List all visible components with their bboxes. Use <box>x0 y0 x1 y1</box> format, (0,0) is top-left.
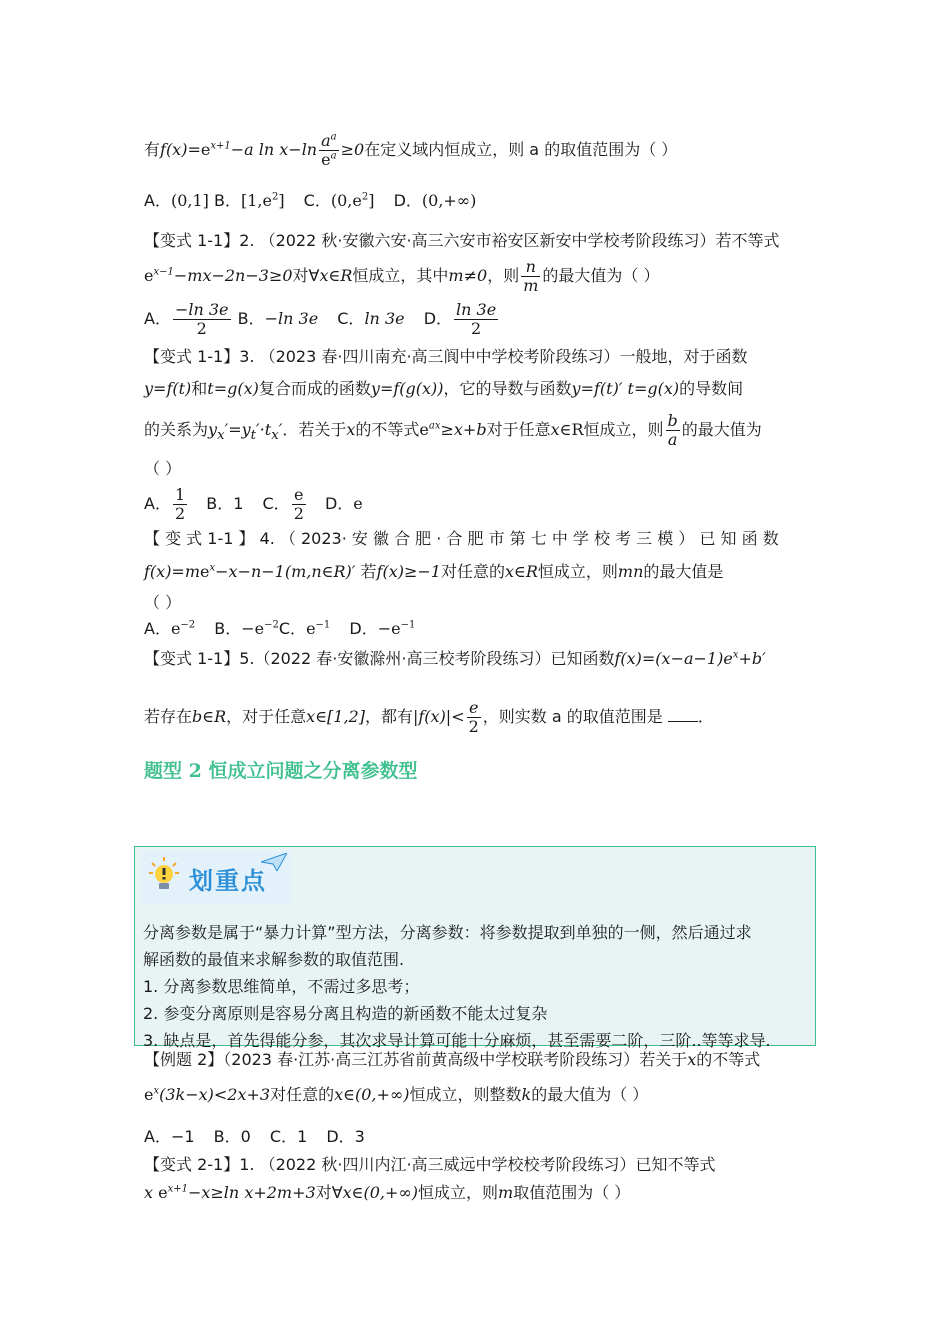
lightbulb-icon <box>149 857 179 893</box>
question-5-header: 【变式 1-1】5.（2022 春·安徽滁州·高三校考阶段练习）已知函数$f(x)=(x-a-1)e^x+b'$ <box>144 649 766 668</box>
question-3-options: A． $\frac{1}{2}$ B．1 C． $\frac{e}{2}$ D．e <box>144 485 363 523</box>
example-2-stem: $e^x(3k-x)<2x+3$对任意的x∈(0,+∞)恒成立，则整数k的最大值为（ ） <box>144 1085 649 1104</box>
question-2-options: A． $\frac{-\ln 3e}{2}$ B．−ln 3e C．ln 3e D． $\frac{\ln 3e}{2}$ <box>144 300 497 338</box>
question-2-header: 【变式 1-1】2. （2022 秋·安徽六安·高三六安市裕安区新安中学校考阶段练习）若不等式 <box>144 231 780 250</box>
question-4-paren: （ ） <box>144 593 182 612</box>
example-2-header: 【例题 2】（2023 春·江苏·高三江苏省前黄高级中学校联考阶段练习）若关于x的不等式 <box>144 1050 761 1069</box>
question-3-line2: y=f(t)和t=g(x)复合而成的函数y=f(g(x))，它的导数与函数y=f(t)′ t=g(x)的导数间 <box>144 379 744 398</box>
example-2-options: A．−1 B．0 C．1 D．3 <box>144 1127 365 1146</box>
variant-2-1-stem: x $e^{x+1}-x\ge\ln$ x+2m+3对∀x∈(0,+∞)恒成立，则m取值范围为（ ） <box>144 1183 631 1202</box>
key-point-banner: 划重点 <box>141 851 291 905</box>
question-4-options: A．$e^{-2}$ B．$-e^{-2}C$．$e^{-1}$ D．$-e^{-1}$ <box>144 619 416 638</box>
question-1-stem: 有$f(x)=e^{x+1}-a$ ln x−ln $\frac{a^a}{e^a}$ ≥0在定义域内恒成立，则 a 的取值范围为（ ） <box>144 131 678 169</box>
key-point-text: 分离参数是属于“暴力计算”型方法，分离参数：将参数提取到单独的一侧，然后通过求 解函数的最值来求解参数的取值范围. 1. 分离参数思维简单，不需过多思考； 2. 参变分离原则是容易分离且构造的新函数不能太过复杂 3. 缺点是，首先得能分参，其次求导计算可能十分麻烦，甚至需要二阶，三阶..等等求导. <box>143 923 771 1050</box>
question-4-header: 【 变 式 1-1 】 4. （ 2023· 安 徽 合 肥 · 合 肥 市 第 七 中 学 校 考 三 模 ） 已 知 函 数 <box>144 529 779 548</box>
formula: $f(x)=e^{x+1}-a$ ln x−ln $\frac{a^a}{e^a}$ ≥0 <box>160 131 365 169</box>
key-point-box <box>134 846 816 1050</box>
variant-2-1-header: 【变式 2-1】1. （2022 秋·四川内江·高三威远中学校校考阶段练习）已知不等式 <box>144 1155 716 1174</box>
question-3-paren: （ ） <box>144 459 182 478</box>
question-1-options: A．(0,1] B．$[1,e^2]$ C．$(0,e^2]$ D．(0,+∞) <box>144 191 477 210</box>
question-3-header: 【变式 1-1】3. （2023 春·四川南充·高三阆中中学校考阶段练习）一般地，对于函数 <box>144 347 748 366</box>
answer-blank <box>668 705 698 722</box>
document-page <box>144 128 808 788</box>
document-page-lower <box>144 1046 808 1208</box>
paper-plane-icon <box>261 853 287 871</box>
question-4-stem: $f(x)=me^x-x-n-1(m,n\in R)'$ 若f(x)≥−1对任意的x∈R恒成立，则mn的最大值是 <box>144 562 724 581</box>
question-2-stem: $e^{x-1}-mx-2n-3\ge 0$对∀x∈R恒成立，其中m≠0，则 $\frac{n}{m}$ 的最大值为（ ） <box>144 257 660 295</box>
question-5-stem: 若存在b∈R，对于任意x∈[1,2]，都有|f(x)|< $\frac{e}{2}$ ，则实数 a 的取值范围是 ． <box>144 698 714 736</box>
question-3-line3: 的关系为$y_x'=y_t'\cdot t_x'$．若关于x的不等式$e^{ax}\ge x+b$对于任意x∈R恒成立，则 $\frac{b}{a}$ 的最大值为 <box>144 411 762 449</box>
section-heading: 题型 2 恒成立问题之分离参数型 <box>144 760 418 782</box>
